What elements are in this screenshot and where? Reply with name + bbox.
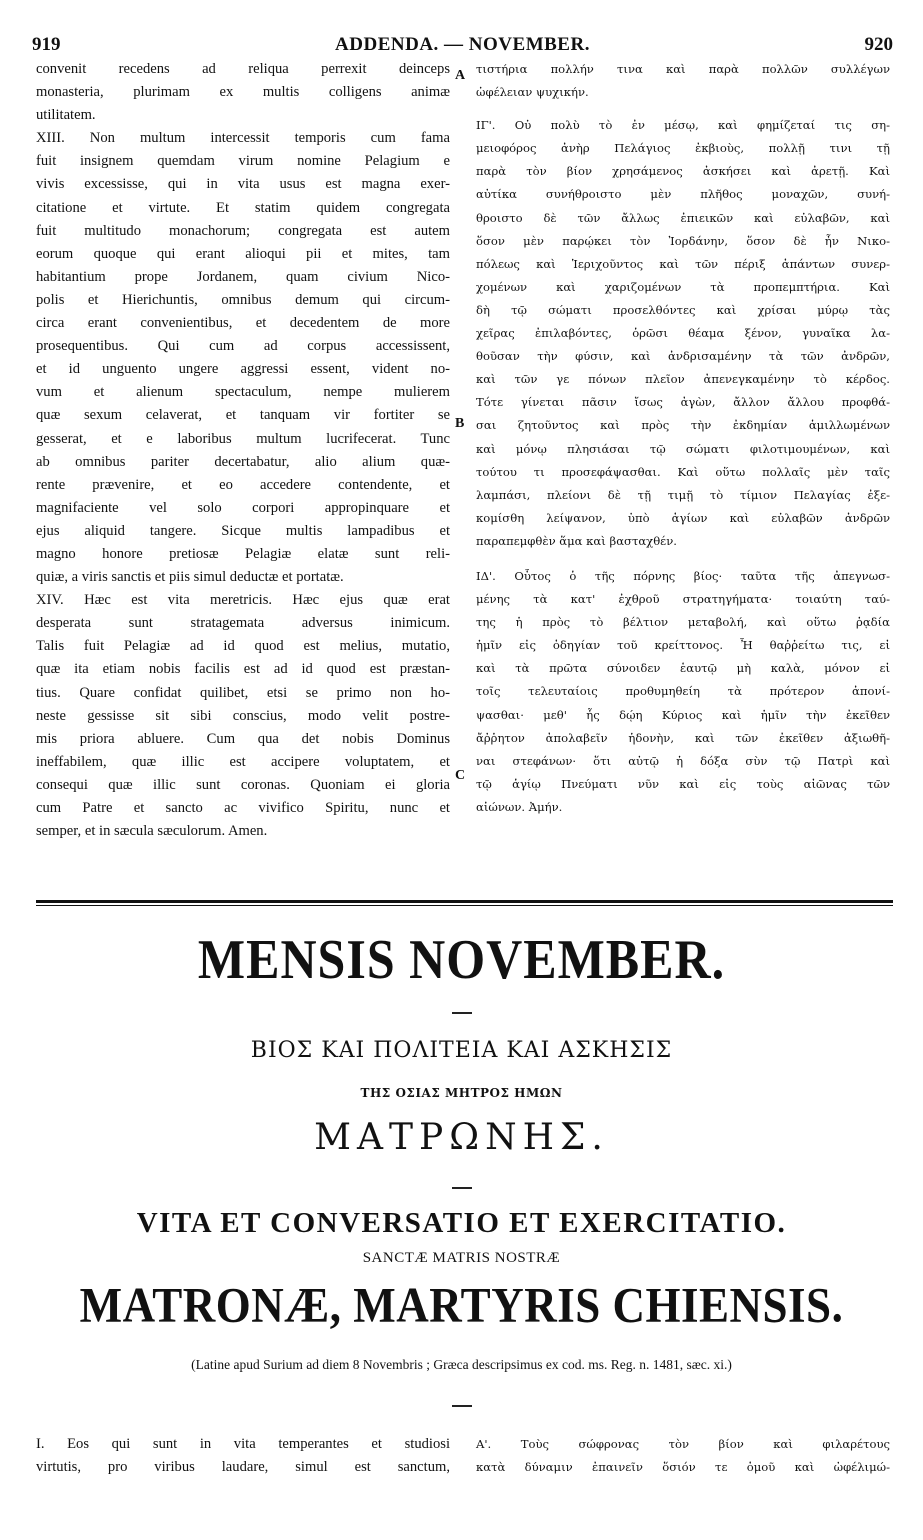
text-line: δὴ τῷ σώματι προσελθόντες καὶ χρίσαι μύρῳ τὰς	[476, 302, 890, 317]
text-line: fuit multitudo monachorum; congregata est autem	[36, 222, 450, 239]
latin-name: MATRONÆ, MARTYRIS CHIENSIS.	[79, 1277, 844, 1333]
margin-marker-b: B	[455, 416, 465, 431]
text-line: I. Eos qui sunt in vita temperantes et studiosi	[36, 1436, 450, 1452]
text-line: ΙΓ'. Οὐ πολὺ τὸ ἐν μέσῳ, καὶ φημίζεταί τις ση-	[476, 118, 890, 133]
text-line: κατὰ δύναμιν ἐπαινεῖν ὅσιόν τε ὁμοῦ καὶ ὠφέλιμώ-	[476, 1460, 890, 1475]
text-line: convenit recedens ad reliqua perrexit deinceps	[36, 61, 450, 77]
text-line: desperata sunt stratagemata adversus inimicum.	[36, 615, 450, 632]
text-line: quæ sexum celaverat, et tanquam vir fortiter se	[36, 407, 450, 424]
greek-paragraph-xiii	[476, 114, 890, 553]
text-line: XIV. Hæc est vita meretricis. Hæc ejus quæ erat	[36, 592, 450, 609]
running-title: ADDENDA. — NOVEMBER.	[335, 34, 590, 55]
text-line: vum et alienum spectaculum, nempe mulierem	[36, 384, 450, 401]
text-line: monasteria, plurimam ex multis colligens animæ	[36, 84, 450, 101]
text-line: αἰώνων. Ἀμήν.	[476, 799, 563, 814]
text-line: habitantium prope Jordanem, quam civium Nico-	[36, 268, 450, 285]
text-line: quæ ita etiam nobis facilis est ad id quod est præstan-	[36, 661, 450, 678]
right-page-number: 920	[864, 34, 893, 55]
text-line: ὅσον μὲν παρῴκει τὸν Ἰορδάνην, ὅσον δὲ ἦν Νικο-	[476, 233, 890, 248]
text-line: ὠφέλειαν ψυχικήν.	[476, 85, 589, 100]
text-line: ineffabilem, quæ illic est accipere voluptatem, et	[36, 753, 450, 770]
greek-paragraph-xiv	[476, 565, 890, 819]
text-line: ejus aliquid tangere. Sicque multis lampadibus et	[36, 522, 450, 539]
latin-column-top	[36, 58, 450, 843]
title-dash	[452, 1187, 472, 1189]
text-line: circa erant convenientibus, et decedentem de more	[36, 315, 450, 332]
text-line: τούτου τι προσεφάψασθαι. Καὶ οὕτω πολλαῖς μὲν ταῖς	[476, 464, 890, 479]
left-page-number: 919	[32, 34, 61, 55]
greek-column-bottom	[476, 1433, 890, 1479]
text-line: consequi quæ illic sunt coronas. Quoniam ei gloria	[36, 776, 450, 793]
text-line: eorum quoque qui erant alioqui pii et mites, tam	[36, 245, 450, 262]
text-line: θροιστο δὲ τῶν ἄλλως ἐπιεικῶν καὶ εὐλαβῶν, καὶ	[476, 210, 890, 225]
text-line: Α'. Τοὺς σώφρονας τὸν βίον καὶ φιλαρέτους	[476, 1437, 890, 1451]
section-rule-thick	[36, 900, 893, 903]
text-line: ψασθαι· μεθ' ἧς δῴη Κύριος καὶ ἡμῖν τὴν ἐκεῖθεν	[476, 707, 890, 722]
text-line: et id unguento ungere aggressi essent, vident no-	[36, 361, 450, 378]
text-line: polis et Hierichuntis, omnibus demum qui circum-	[36, 291, 450, 308]
text-line: τῷ ἁγίῳ Πνεύματι νῦν καὶ εἰς τοὺς αἰῶνας τῶν	[476, 776, 890, 791]
text-line: καὶ τῶν γε πόνων πλεῖον ἀπενεγκαμένην τὸ κέρδος.	[476, 372, 890, 387]
text-line: ἡμῖν εἰς ὁδηγίαν τοῦ κρείττονος. Ἦ θαῤῥείτω τις, εἰ	[476, 638, 890, 653]
text-line: παρὰ τὸν βίον χρησάμενος ἀσκήσει καὶ ἀρετῇ. Καὶ	[476, 164, 890, 179]
mensis-title: MENSIS NOVEMBER.	[197, 927, 726, 991]
greek-subtitle: ΤΗΣ ΟΣΙΑΣ ΜΗΤΡΟΣ ΗΜΩΝ	[360, 1086, 563, 1100]
text-line: χομένων καὶ χαριζομένων τὰ προπεμπτήρια. Καὶ	[476, 279, 890, 294]
text-line: ΙΔ'. Οὗτος ὁ τῆς πόρνης βίος· ταῦτα τῆς ἀπεγνωσ-	[476, 568, 890, 583]
text-line: θοῦσαν τὴν φύσιν, καὶ ἀνδρισαμένην τὰ τῶν ἀνδρῶν,	[476, 349, 890, 364]
latin-subtitle: SANCTÆ MATRIS NOSTRÆ	[362, 1250, 561, 1266]
text-line: ναι στεφάνων· ὅτι αὐτῷ ἡ δόξα σὺν τῷ Πατρὶ καὶ	[476, 753, 890, 768]
text-line: αὐτίκα συνήθροιστο μὲν πλῆθος μοναχῶν, συνή-	[476, 187, 890, 202]
text-line: πόλεως καὶ Ἱεριχοῦντος καὶ τῶν πέριξ ἁπάντων συνερ-	[476, 256, 890, 271]
text-line: Τότε γίνεται πᾶσιν ἴσως ἀγὼν, ἄλλον ἄλλου προφθά-	[476, 395, 890, 410]
text-line: magno honore pretiosæ Pelagiæ elatæ sunt reli-	[36, 545, 450, 562]
text-line: κομίσθη λείψανον, ὑπὸ ἁγίων καὶ εὐλαβῶν ἀνδρῶν	[476, 510, 890, 525]
text-line: citatione et virtute. Et statim quidem congregata	[36, 199, 450, 216]
text-line: rente prævenire, et eo accedere contendente, et	[36, 476, 450, 493]
text-line: χεῖρας ἐπιλαβόντες, ὁρῶσι θέαμα ξένον, γυναῖκα λα-	[476, 326, 890, 341]
text-line: tius. Quare confidat quilibet, etsi se primo non ho-	[36, 684, 450, 701]
section-rule-thin	[36, 905, 893, 906]
text-line: fuit insignem quemdam virum nomine Pelagium e	[36, 153, 450, 170]
margin-marker-a: A	[455, 68, 466, 83]
text-line: Talis fuit Pelagiæ ad id quod est melius, mutatio,	[36, 638, 450, 655]
text-line: καὶ τὰ πρῶτα σύνοιδεν ἑαυτῷ μὴ καλὰ, μόνον εἰ	[476, 661, 890, 676]
greek-paragraph-a	[476, 58, 890, 104]
text-line: quiæ, a viris sanctis et piis simul deductæ et portatæ.	[36, 569, 344, 586]
text-line: virtutis, pro viribus laudare, simul est sanctum,	[36, 1459, 450, 1476]
text-line: prosequentibus. Qui cum ad corpus accessissent,	[36, 338, 450, 355]
greek-name: ΜΑΤΡΩΝΗΣ.	[314, 1117, 609, 1158]
text-line: παραπεμφθὲν ἅμα καὶ βασταχθέν.	[476, 533, 677, 548]
text-line: ἄῤῥητον ἀπολαβεῖν ἡδονὴν, καὶ τῶν ἐκεῖθεν ἀξιωθῆ-	[476, 730, 890, 745]
text-line: της ἡ πρὸς τὸ βέλτιον μεταβολή, καὶ οὕτω ῥᾳδία	[476, 615, 890, 630]
text-line: ab omnibus pariter decertabatur, alio alium quæ-	[36, 453, 450, 470]
text-line: magnifaciente vel solo corpori appropinquare et	[36, 499, 450, 516]
latin-title: VITA ET CONVERSATIO ET EXERCITATIO.	[136, 1207, 787, 1239]
text-line: σαι ζητοῦντος καὶ πρὸς τὴν ἐκδημίαν ἁμιλλωμένων	[476, 418, 890, 433]
text-line: μειοφόρος ἀνὴρ Πελάγιος ἐκβιοὺς, πολλῇ τινι τῇ	[476, 141, 890, 156]
text-line: mis priora abluere. Cum qua det nobis Dominus	[36, 730, 450, 747]
greek-title: ΒΙΟΣ ΚΑΙ ΠΟΛΙΤΕΙΑ ΚΑΙ ΑΣΚΗΣΙΣ	[250, 1038, 673, 1063]
source-note: (Latine apud Surium ad diem 8 Novembris ; Græca descripsimus ex cod. ms. Reg. n. 1481, sæc. xi.)	[191, 1357, 732, 1372]
text-line: XIII. Non multum intercessit temporis cum fama	[36, 130, 450, 147]
text-line: καὶ μόνῳ πλησιάσαι τῷ σώματι φιλοτιμουμένων, καὶ	[476, 441, 890, 456]
greek-column-top	[476, 58, 890, 819]
running-header	[32, 34, 893, 60]
text-line: semper, et in sæcula sæculorum. Amen.	[36, 823, 268, 840]
title-dash	[452, 1405, 472, 1407]
text-line: vivis excessisse, qui in vita usus est magna exer-	[36, 176, 450, 193]
text-line: τιστήρια πολλήν τινα καὶ παρὰ πολλῶν συλλέγων	[476, 62, 890, 76]
text-line: τοῖς τελευταίοις προθυμηθείη τὰ πρότερον ἀπονί-	[476, 684, 890, 699]
margin-marker-c: C	[455, 768, 466, 783]
text-line: λαμπάσι, πλείονι δὲ τῇ τιμῇ τὸ τίμιον Πελαγίας ἐξε-	[476, 487, 890, 502]
text-line: gesserat, et e laboribus multum lucrifecerat. Tunc	[36, 430, 450, 447]
latin-column-bottom	[36, 1433, 450, 1479]
text-line: μένης τὰ κατ' ἐχθροῦ στρατηγήματα· τοιαύτη ταύ-	[476, 592, 890, 607]
title-dash	[452, 1012, 472, 1014]
text-line: cum Patre et sancto ac vivifico Spiritu, nunc et	[36, 800, 450, 816]
text-line: utilitatem.	[36, 107, 96, 124]
text-line: neste gessisse sit sibi conscius, modo velit postre-	[36, 707, 450, 724]
